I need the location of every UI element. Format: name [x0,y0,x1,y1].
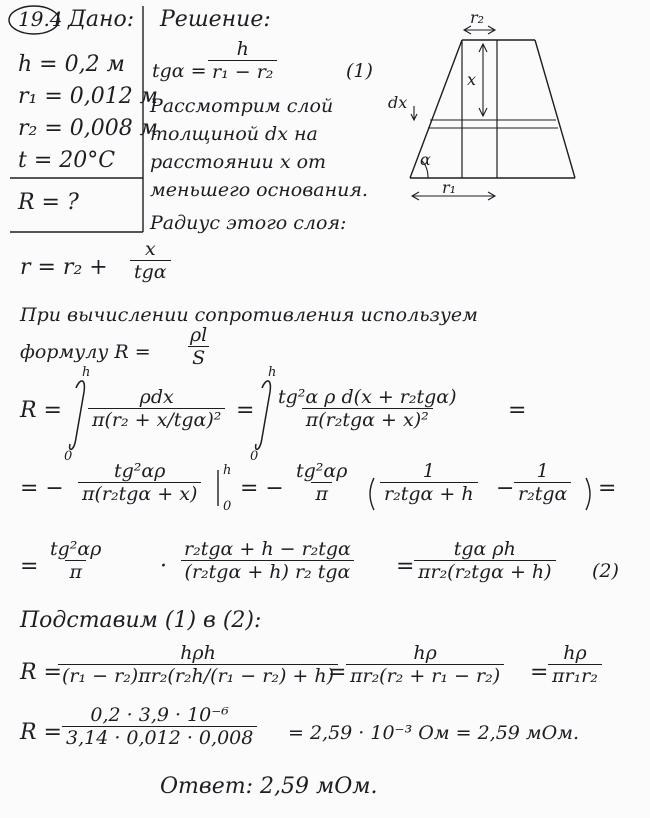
numeric-denominator: 3,14 · 0,012 · 0,008 [62,726,257,748]
figure-dx-label: dx [388,93,408,112]
text-line-1: Рассмотрим слой [150,95,334,117]
int1-fraction [88,388,225,430]
equals-sign: = [508,398,527,423]
final-left: R = [20,660,62,685]
integral-sign-2 [256,381,271,449]
eq1-denominator: r₁ − r₂ [208,60,277,82]
given-line-r1: r₁ = 0,012 м [18,84,158,109]
line2-denominator: π(r₂tgα + x) [78,482,201,504]
figure-r2-label: r₂ [470,8,485,27]
line3-a-denominator: π [65,560,86,582]
r-denominator: tgα [130,260,171,282]
line3-c-denominator: πr₂(r₂tgα + h) [414,560,556,582]
line3-b-numerator: r₂tgα + h − r₂tgα [184,538,351,560]
equals-sign: = [396,554,415,579]
equals-minus: = − [240,476,284,501]
answer: Ответ: 2,59 мОм. [160,774,378,799]
dot-sign: · [160,554,167,579]
given-line-t: t = 20°C [18,148,116,173]
line2-upper-limit: h [223,463,232,478]
r-expression-left: r = r₂ + [20,255,108,280]
equals-sign: = [328,660,347,685]
resistance-formula-denominator: S [188,346,209,368]
equals-sign: = [598,476,617,501]
problem-number: 19.4 [18,7,63,31]
line3-c-fraction [414,540,556,582]
int2-denominator: π(r₂tgα + x)² [302,408,433,430]
text-line-4: меньшего основания. [150,179,368,201]
eq1-tag: (1) [346,60,373,82]
numeric-result: = 2,59 · 10⁻³ Ом = 2,59 мОм. [288,722,580,744]
figure-angle-label: α [420,150,431,169]
int1-numerator: ρdx [139,386,174,408]
resistance-formula-fraction [186,326,211,368]
line2-numerator: tg²αρ [113,460,166,482]
trapezoid-figure [410,26,575,200]
r-numerator: x [144,238,156,260]
solution-label: Решение: [160,7,271,32]
line2-mid-denominator: π [311,482,332,504]
int1-denominator: π(r₂ + x/tgα)² [88,408,225,430]
paren-b-denominator: r₂tgα [514,482,571,504]
figure-r1-label: r₁ [442,178,457,197]
line1-left: R = [20,398,62,423]
int2-lower-limit: 0 [250,449,259,464]
equals-sign: = [20,554,39,579]
eq1-numerator: h [236,38,249,60]
intro-line-2: формулу R = [20,341,151,363]
final-a-fraction [58,644,338,686]
numeric-left: R = [20,720,62,745]
int2-fraction [274,388,461,430]
final-a-denominator: (r₁ − r₂)πr₂(r₂h/(r₁ − r₂) + h) [58,664,338,686]
line2-mid-fraction [292,462,351,504]
line3-b-denominator: (r₂tgα + h) r₂ tgα [181,560,355,582]
line3-a-numerator: tg²αρ [50,538,102,560]
given-label: Дано: [68,7,135,32]
find-label: R = ? [18,190,79,215]
eq1-left: tgα = [152,60,207,82]
int2-numerator: tg²α ρ d(x + r₂tgα) [278,386,457,408]
paren-a-fraction [380,462,478,504]
integral-sign-1 [70,381,85,449]
figure-x-label: x [467,70,477,89]
numeric-fraction [62,706,257,748]
line3-b-fraction [180,540,355,582]
equals-minus: = − [20,476,64,501]
final-c-denominator: πr₁r₂ [548,664,602,686]
numeric-numerator: 0,2 · 3,9 · 10⁻⁶ [90,704,229,726]
int2-upper-limit: h [268,365,277,380]
resistance-formula-numerator: ρl [190,324,208,346]
final-a-numerator: hρh [180,642,216,664]
final-c-numerator: hρ [563,642,587,664]
equals-sign: = [530,660,549,685]
paren-b-fraction [514,462,571,504]
intro-line-1: При вычислении сопротивления используем [20,304,478,326]
r-fraction [130,240,171,282]
eq1-fraction [208,40,277,82]
line3-c-numerator: tgα ρh [453,538,516,560]
line2-fraction [78,462,201,504]
given-line-r2: r₂ = 0,008 м [18,116,158,141]
line2-lower-limit: 0 [223,499,232,514]
final-b-denominator: πr₂(r₂ + r₁ − r₂) [346,664,504,686]
paren-b-numerator: 1 [536,460,549,482]
paren-a-denominator: r₂tgα + h [380,482,478,504]
text-line-3: расстоянии x от [150,151,327,173]
given-line-h: h = 0,2 м [18,52,125,77]
substitution-label: Подставим (1) в (2): [20,608,262,633]
text-line-2: толщиной dx на [150,123,318,145]
final-b-numerator: hρ [413,642,437,664]
paren-a-numerator: 1 [422,460,435,482]
minus-sign: − [496,476,515,501]
int1-upper-limit: h [82,365,91,380]
line2-mid-numerator: tg²αρ [296,460,348,482]
radius-label: Радиус этого слоя: [150,212,347,234]
line3-a-fraction [46,540,105,582]
int1-lower-limit: 0 [64,449,73,464]
final-b-fraction [346,644,504,686]
final-c-fraction [548,644,602,686]
line3-tag: (2) [592,560,619,582]
equals-sign: = [236,398,255,423]
